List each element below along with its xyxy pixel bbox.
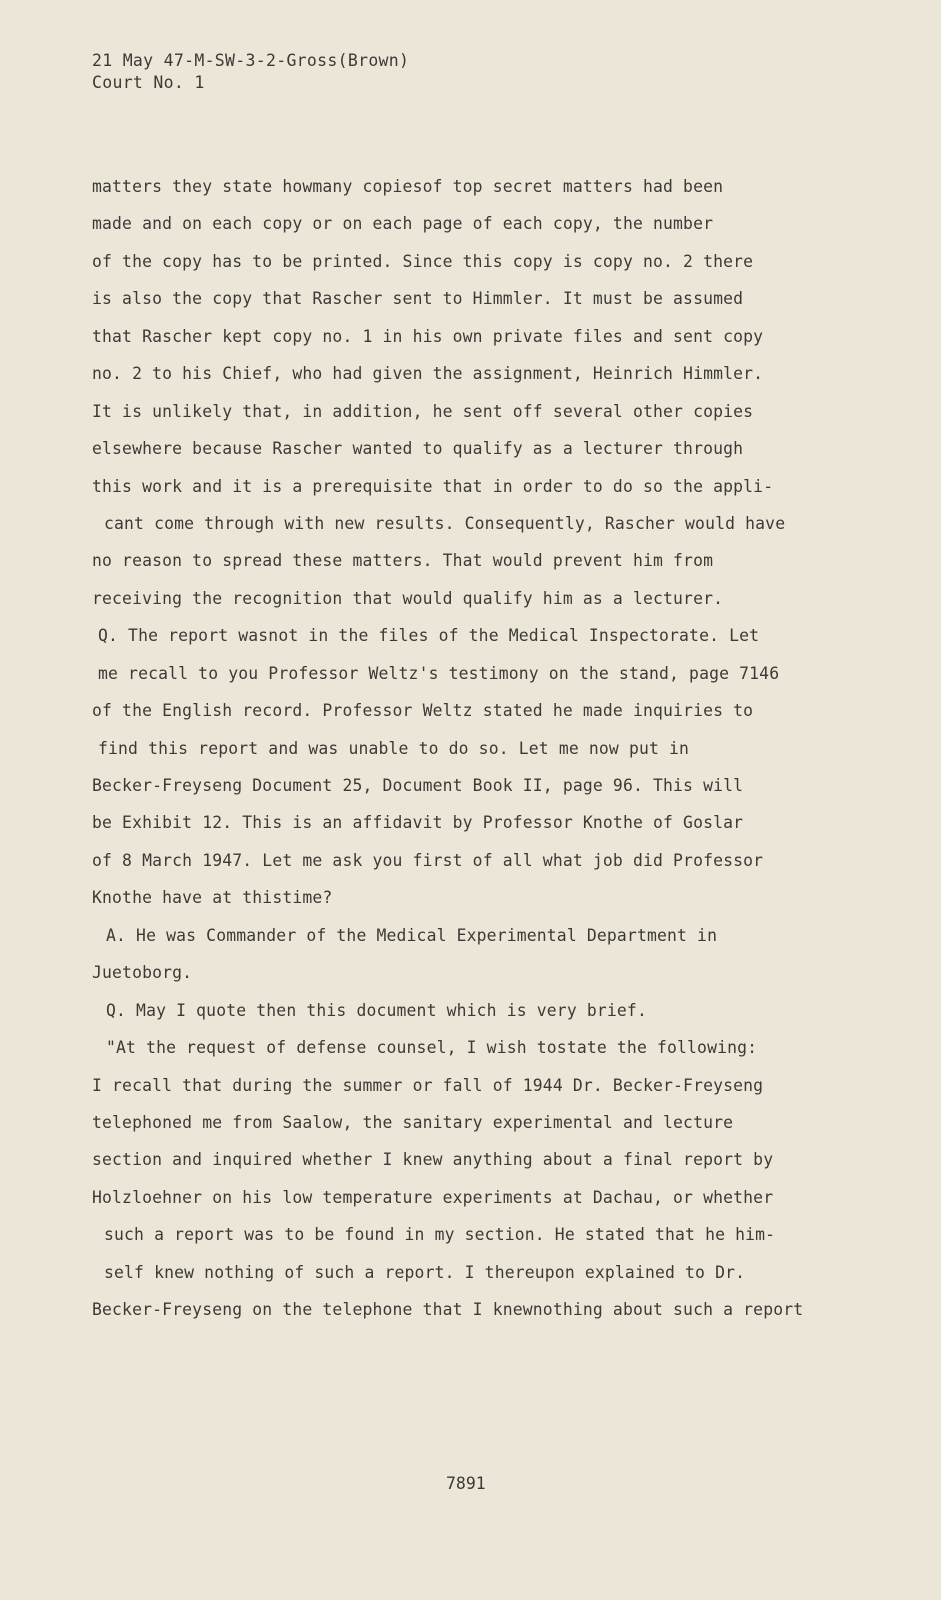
transcript-line: self knew nothing of such a report. I thereupon explained to Dr. [104, 1262, 746, 1282]
transcript-line: It is unlikely that, in addition, he sent off several other copies [92, 401, 754, 421]
transcript-line: such a report was to be found in my section. He stated that he him- [104, 1225, 776, 1245]
transcript-line: A. He was Commander of the Medical Experimental Department in [106, 925, 718, 945]
transcript-line: Becker-Freyseng Document 25, Document Book II, page 96. This will [92, 776, 744, 795]
header-court-number: Court No. 1 [92, 73, 205, 92]
transcript-line: Holzloehner on his low temperature experiments at Dachau, or whether [92, 1187, 774, 1207]
transcript-line: this work and it is a prerequisite that in order to do so the appli- [92, 476, 774, 496]
transcript-line: find this report and was unable to do so. Let me now put in [98, 738, 690, 758]
transcript-line: be Exhibit 12. This is an affidavit by Professor Knothe of Goslar [92, 813, 744, 833]
transcript-body [92, 168, 852, 1329]
transcript-line: Q. The report wasnot in the files of the Medical Inspectorate. Let [98, 626, 760, 646]
transcript-line: Juetoborg. [92, 963, 193, 983]
transcript-line: that Rascher kept copy no. 1 in his own private files and sent copy [92, 326, 764, 346]
transcript-line: Knothe have at thistime? [92, 888, 333, 908]
transcript-line: of the English record. Professor Weltz stated he made inquiries to [92, 701, 754, 721]
transcript-line: cant come through with new results. Consequently, Rascher would have [104, 513, 786, 533]
page-number: 7891 [446, 1474, 486, 1493]
transcript-line: made and on each copy or on each page of each copy, the number [92, 214, 714, 234]
transcript-line: I recall that during the summer or fall of 1944 Dr. Becker-Freyseng [92, 1075, 764, 1095]
transcript-line: of 8 March 1947. Let me ask you first of all what job did Professor [92, 850, 764, 870]
transcript-line: section and inquired whether I knew anything about a final report by [92, 1150, 774, 1170]
document-header [92, 50, 409, 94]
transcript-line: elsewhere because Rascher wanted to qualify as a lecturer through [92, 439, 744, 459]
transcript-line: matters they state howmany copiesof top secret matters had been [92, 177, 724, 196]
header-session-reference: 21 May 47-M-SW-3-2-Gross(Brown) [92, 51, 410, 70]
transcript-line: is also the copy that Rascher sent to Himmler. It must be assumed [92, 289, 744, 309]
transcript-line: of the copy has to be printed. Since this copy is copy no. 2 there [92, 251, 754, 271]
transcript-line: telephoned me from Saalow, the sanitary experimental and lecture [92, 1112, 734, 1132]
transcript-line: Becker-Freyseng on the telephone that I knewnothing about such a report [92, 1300, 804, 1320]
transcript-line: Q. May I quote then this document which is very brief. [106, 1000, 647, 1020]
transcript-line: no reason to spread these matters. That would prevent him from [92, 551, 714, 571]
transcript-line: me recall to you Professor Weltz's testimony on the stand, page 7146 [98, 663, 780, 683]
transcript-line: no. 2 to his Chief, who had given the assignment, Heinrich Himmler. [92, 364, 764, 384]
transcript-line: receiving the recognition that would qualify him as a lecturer. [92, 588, 724, 608]
transcript-line: "At the request of defense counsel, I wish tostate the following: [106, 1038, 758, 1058]
